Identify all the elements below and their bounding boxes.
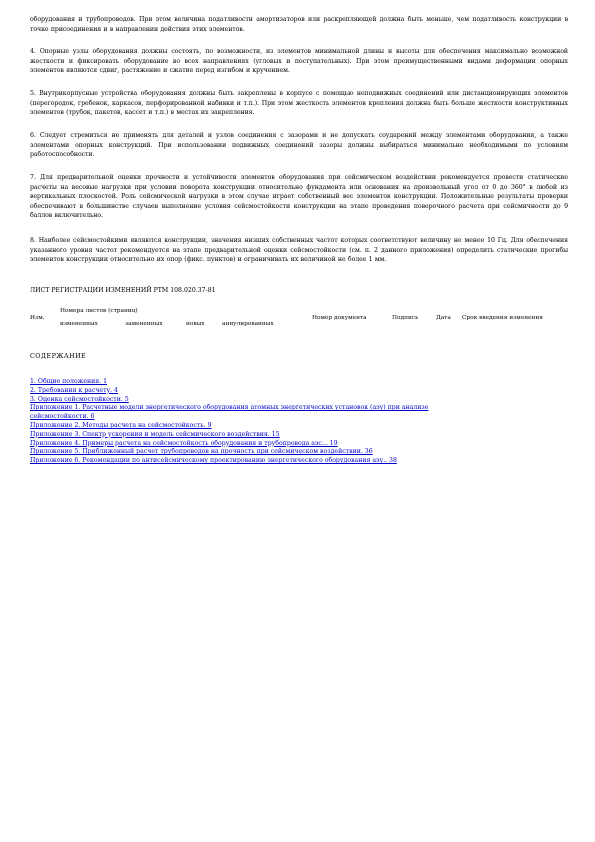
column-sheet-numbers: Номера листов (страниц): [60, 308, 138, 314]
toc-item: [30, 440, 570, 449]
column-izm: Изм.: [30, 315, 45, 321]
column-date: Дата: [436, 315, 451, 321]
column-changed: измененных: [60, 321, 98, 327]
toc-list: [30, 378, 570, 466]
column-new: новых: [186, 321, 205, 327]
toc-link-appendix-1[interactable]: Приложение 1. Расчетные модели энергетического оборудования атомных энергетических установок (аэу) при анализе сейсмостойкости. 6: [30, 404, 429, 421]
change-sheet-title: ЛИСТ РЕГИСТРАЦИИ ИЗМЕНЕНИЙ РТМ 108.020.37-81: [30, 287, 216, 294]
toc-item: [30, 457, 570, 466]
toc-item: [30, 431, 570, 440]
paragraph-5: 5. Внутрикорпусные устройства оборудования должны быть закреплены в корпусе с помощью неподвижных соединений или дистанционирующих элементов (перегородок, гребенок, каркасов, перфорированной набивки и т.п.). При этом жесткость элементов крепления должна быть больше жесткости конструктивных элементов (трубок, пакетов, кассет и т.п.) в местах их закрепления.: [30, 90, 568, 117]
toc-link-3[interactable]: 3. Оценка сейсмостойкости. 5: [30, 395, 129, 403]
toc-link-appendix-6[interactable]: Приложение 6. Рекомендации по антисейсмическому проектированию энергетического оборудования аэу.. 38: [30, 457, 397, 465]
toc-link-appendix-5[interactable]: Приложение 5. Приближенный расчет трубопроводов на прочность при сейсмическом воздействии. 36: [30, 448, 373, 456]
toc-title: СОДЕРЖАНИЕ: [30, 352, 87, 360]
toc-item: [30, 396, 570, 405]
toc-link-1[interactable]: 1. Общие положения. 1: [30, 378, 108, 385]
paragraph-4: 4. Опорные узлы оборудования должны состоять, по возможности, из элементов минимальной длины и высоты для обеспечения максимально возможной жесткости и фиксировать оборудование во всех направлениях (угловых и поступательных). При этом преимущественными видами деформации опорных элементов являются сдвиг, растяжение и сжатие перед изгибом и кручением.: [30, 48, 568, 75]
toc-link-appendix-4[interactable]: Приложение 4. Примеры расчета на сейсмостойкость оборудования и трубопровода аэс... 19: [30, 439, 338, 447]
change-sheet-table: [30, 306, 568, 330]
toc-item: [30, 422, 570, 431]
column-term: Срок введения изменения: [462, 315, 543, 321]
column-replaced: замененных: [125, 321, 163, 327]
paragraph-7: 7. Для предварительной оценки прочности и устойчивости элементов оборудования при сейсмическом воздействии рекомендуется провести статические расчеты на весовые нагрузки при условии поворота конструкции относительно фундамента или основания на произвольный угол от 0 до 360° в любой из вертикальных плоскостей. Роль сейсмической нагрузки в этом случае играет собственный вес элементов конструкции. Положительные результаты проверки обеспечивают в большинстве случаев выполнение условия сейсмостойкости конструкции на этапе проведения поверочного расчета при сейсмичности до 9 баллов включительно.: [30, 174, 568, 220]
toc-link-appendix-2[interactable]: Приложение 2. Методы расчета на сейсмостойкость. 9: [30, 421, 212, 429]
toc-item: [30, 404, 570, 422]
column-cancelled: аннулированных: [222, 321, 274, 327]
paragraph-6: 6. Следует стремиться не применять для деталей и узлов соединения с зазорами и не допускать соударений между элементами оборудования, а также элементами опорных конструкций. При использовании подвижных соединений зазоры должны выбираться минимально необходимыми по условиям работоспособности.: [30, 132, 568, 159]
paragraph-continued: оборудования и трубопроводов. При этом величина податливости амортизаторов или раскрепляющей должна быть меньше, чем податливость конструкции в точке присоединения и в направлении действия этих элементов.: [30, 16, 568, 33]
column-doc-number: Номер документа: [312, 315, 367, 321]
toc-item: [30, 378, 570, 387]
toc-item: [30, 448, 570, 457]
toc-link-appendix-3[interactable]: Приложение 3. Спектр ускорения и модель сейсмического воздействия. 15: [30, 430, 280, 438]
toc-item: [30, 387, 570, 396]
column-signature: Подпись: [392, 315, 419, 321]
toc-link-2[interactable]: 2. Требования к расчету. 4: [30, 386, 118, 394]
paragraph-8: 8. Наиболее сейсмостойкими являются конструкции, значения низших собственных частот которых соответствуют величину не менее 10 Гц. Для обеспечения указанного уровня частот рекомендуется на этапе предварительной оценки сейсмостойкости (см. п. 2 данного приложения) определить статические прогибы элементов конструкции относительно их опор (фикс. пунктов) и ограничивать их величиной не более 1 мм.: [30, 237, 568, 264]
